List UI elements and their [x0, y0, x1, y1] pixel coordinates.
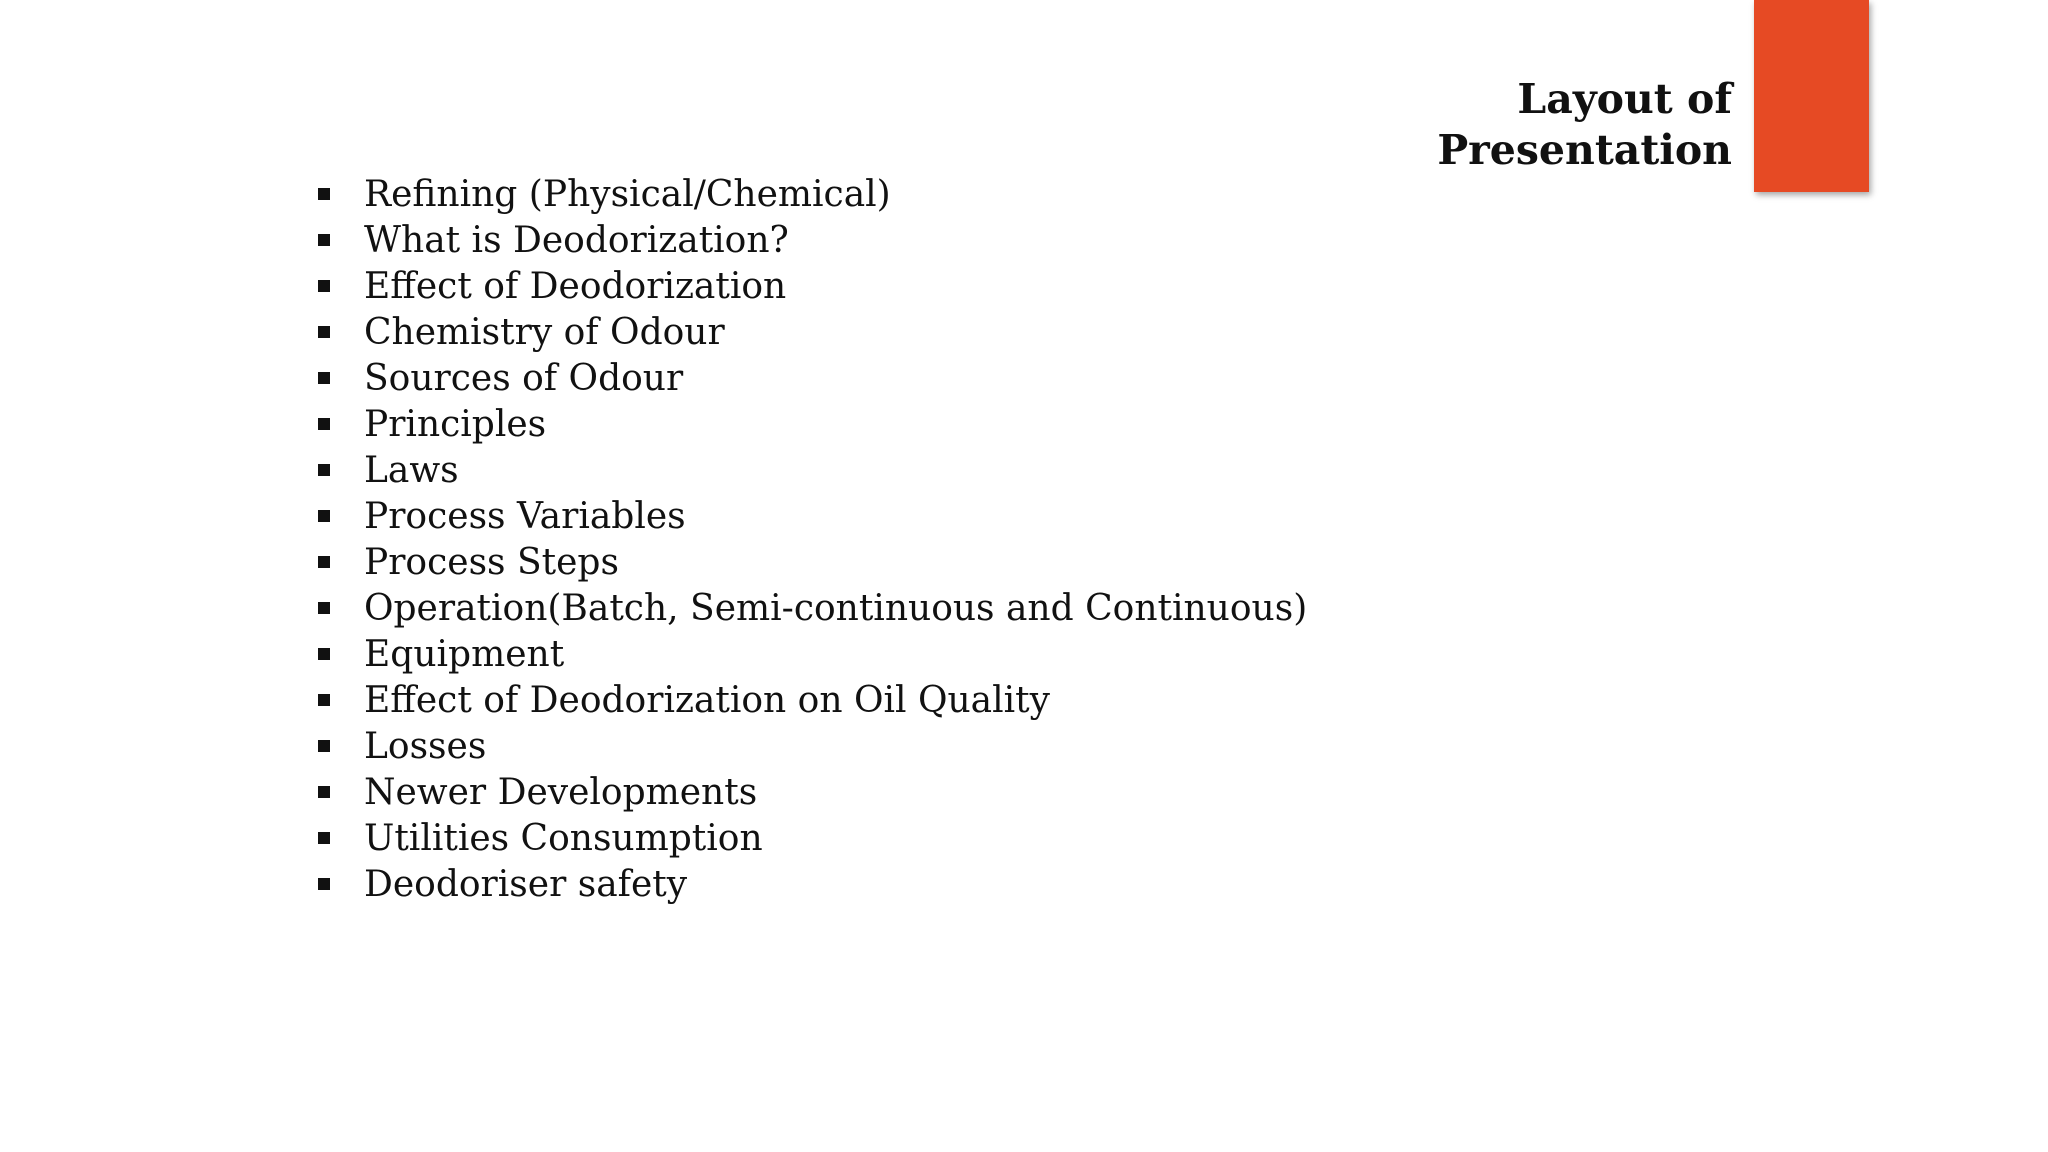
list-item-text: Effect of Deodorization on Oil Quality — [364, 679, 1050, 721]
list-item-text: Losses — [364, 725, 487, 767]
list-item-text: Principles — [364, 403, 547, 445]
square-bullet-icon — [318, 556, 330, 568]
list-item-text: Newer Developments — [364, 771, 758, 813]
square-bullet-icon — [318, 188, 330, 200]
list-item — [318, 815, 1307, 861]
slide-title-line-2: Presentation — [1437, 126, 1732, 174]
list-item-text: Refining (Physical/Chemical) — [364, 173, 891, 215]
list-item-text: Utilities Consumption — [364, 817, 763, 859]
square-bullet-icon — [318, 326, 330, 338]
list-item — [318, 355, 1307, 401]
square-bullet-icon — [318, 740, 330, 752]
list-item-text: Sources of Odour — [364, 357, 684, 399]
list-item-text: Equipment — [364, 633, 565, 675]
list-item — [318, 585, 1307, 631]
list-item — [318, 401, 1307, 447]
list-item — [318, 677, 1307, 723]
list-item — [318, 447, 1307, 493]
list-item-text: Chemistry of Odour — [364, 311, 725, 353]
slide-title — [1312, 74, 1732, 176]
square-bullet-icon — [318, 602, 330, 614]
list-item — [318, 539, 1307, 585]
square-bullet-icon — [318, 464, 330, 476]
list-item — [318, 769, 1307, 815]
square-bullet-icon — [318, 510, 330, 522]
list-item-text: Operation(Batch, Semi-continuous and Continuous) — [364, 587, 1308, 629]
list-item-text: Process Steps — [364, 541, 619, 583]
square-bullet-icon — [318, 786, 330, 798]
square-bullet-icon — [318, 694, 330, 706]
list-item — [318, 217, 1307, 263]
square-bullet-icon — [318, 418, 330, 430]
list-item — [318, 723, 1307, 769]
list-item — [318, 493, 1307, 539]
accent-bar — [1754, 0, 1869, 192]
list-item — [318, 263, 1307, 309]
list-item — [318, 861, 1307, 907]
square-bullet-icon — [318, 648, 330, 660]
list-item-text: Laws — [364, 449, 459, 491]
square-bullet-icon — [318, 832, 330, 844]
list-item — [318, 309, 1307, 355]
square-bullet-icon — [318, 878, 330, 890]
list-item-text: Deodoriser safety — [364, 863, 688, 905]
list-item — [318, 631, 1307, 677]
square-bullet-icon — [318, 372, 330, 384]
list-item-text: Process Variables — [364, 495, 686, 537]
list-item — [318, 171, 1307, 217]
list-item-text: What is Deodorization? — [364, 219, 789, 261]
square-bullet-icon — [318, 280, 330, 292]
square-bullet-icon — [318, 234, 330, 246]
agenda-list — [318, 171, 1307, 907]
slide-title-line-1: Layout of — [1517, 75, 1732, 123]
list-item-text: Effect of Deodorization — [364, 265, 787, 307]
